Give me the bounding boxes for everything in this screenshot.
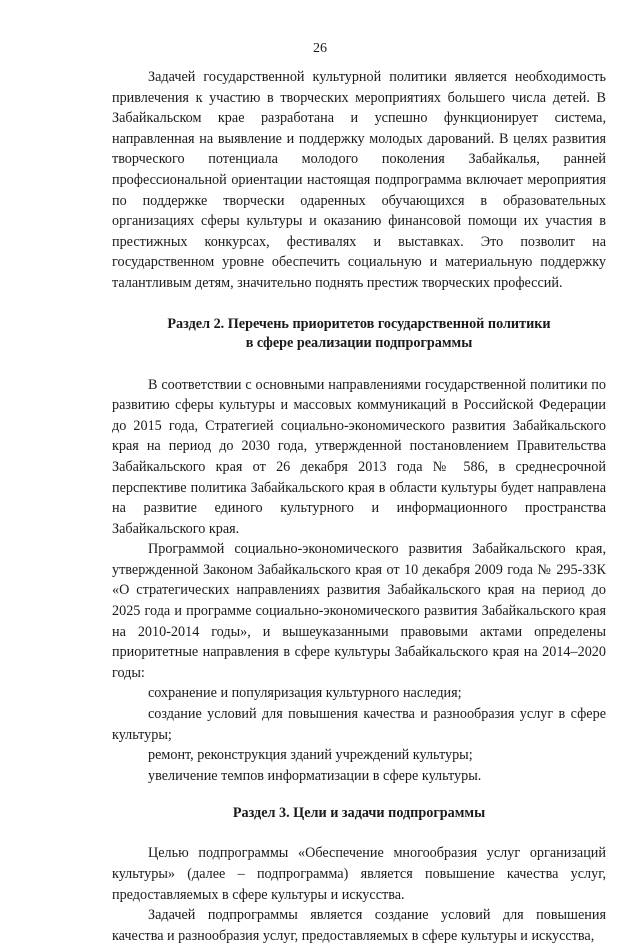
intro-paragraph: Задачей государственной культурной политики является необходимость привлечения к участию в творческих мероприятиях большего числа детей. В Забайкальском крае разработана и успешно функционирует система, направленная на выявление и поддержку молодых дарований. В целях развития творческого потенциала молодого поколения Забайкалья, ранней профессиональной ориентации настоящая подпрограмма включает мероприятия по поддержке творчески одаренных обучающихся в образовательных организациях сферы культуры и оказанию финансовой помощи их участия в престижных конкурсах, фестивалях и выставках. Это позволит на государственном уровне обеспечить социальную и материальную поддержку талантливым детям, значительно поднять престиж творческих профессий.	[112, 69, 606, 291]
section-2-heading	[112, 315, 606, 353]
priorities-list	[112, 683, 606, 786]
section-3-paragraph-2: Задачей подпрограммы является создание условий для повышения качества и разнообразия услуг, предоставляемых в сфере культуры и искусства,	[112, 907, 606, 944]
priority-item: сохранение и популяризация культурного наследия;	[148, 685, 462, 702]
section-3-heading: Раздел 3. Цели и задачи подпрограммы	[232, 805, 486, 822]
section-2-paragraph-1: В соответствии с основными направлениями государственной политики по развитию сферы культуры и массовых коммуникаций в Российской Федерации до 2015 года, Стратегией социально-экономического развития Забайкальского края на период до 2030 года, утвержденной постановлением Правительства Забайкальского края от 26 декабря 2013 года № 586, в среднесрочной перспективе политика Забайкальского края в области культуры будет направлена на развитие единого культурного и информационного пространства Забайкальского края.	[112, 376, 606, 537]
page-number: 26	[313, 41, 327, 56]
page-content	[112, 67, 606, 946]
priority-item: создание условий для повышения качества и разнообразия услуг в сфере культуры;	[112, 706, 606, 743]
section-2-heading-line-2: в сфере реализации подпрограммы	[245, 334, 473, 351]
priority-item: увеличение темпов информатизации в сфере культуры.	[148, 767, 482, 784]
priority-item: ремонт, реконструкция зданий учреждений культуры;	[148, 747, 473, 764]
section-3-paragraph-1: Целью подпрограммы «Обеспечение многообразия услуг организаций культуры» (далее – подпрограмма) является повышение качества услуг, предоставляемых в сфере культуры и искусства.	[112, 845, 606, 903]
section-2-heading-line-1: Раздел 2. Перечень приоритетов государственной политики	[167, 315, 551, 332]
section-2-paragraph-2: Программой социально-экономического развития Забайкальского края, утвержденной Законом Забайкальского края от 10 декабря 2009 года № 295-ЗЗК «О стратегических направлениях развития Забайкальского края на период до 2025 года и программе социально-экономического развития Забайкальского края на 2010-2014 годы», и вышеуказанными правовыми актами определены приоритетные направления в сфере культуры Забайкальского края на 2014–2020 годы:	[112, 541, 606, 681]
